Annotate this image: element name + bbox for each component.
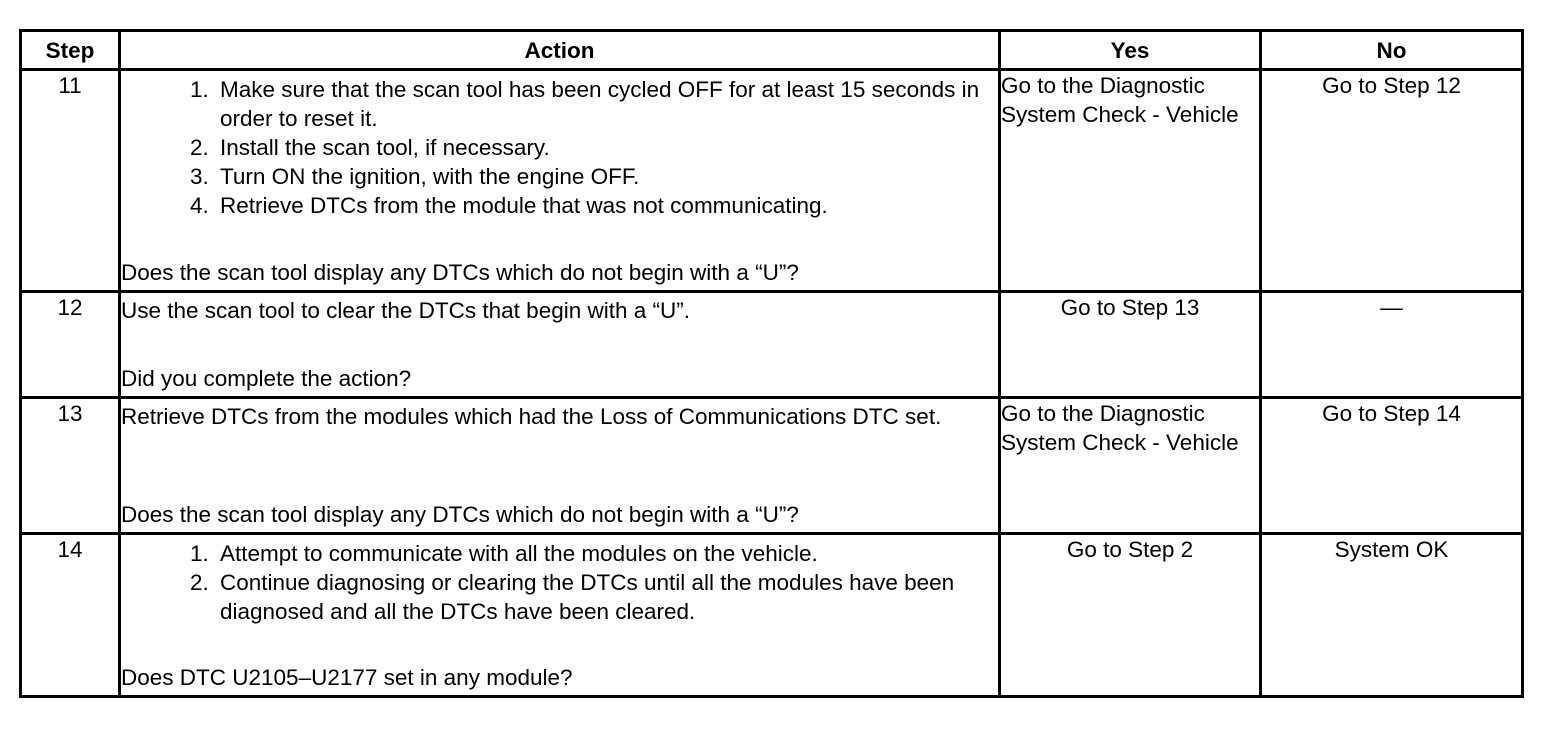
step-number: 12 <box>21 292 120 398</box>
table-row <box>21 292 1523 398</box>
action-step: 1. Make sure that the scan tool has been cycled OFF for at least 15 seconds in order to reset it. <box>190 77 980 131</box>
action-cell <box>120 292 1000 398</box>
step-number: 14 <box>21 534 120 697</box>
header-row <box>21 31 1523 70</box>
header-action: Action <box>120 31 1000 70</box>
action-step: 2. Install the scan tool, if necessary. <box>190 135 550 160</box>
table-row <box>21 534 1523 697</box>
action-question: Did you complete the action? <box>121 366 412 391</box>
yes-result: Go to the Diagnostic System Check - Vehicle <box>1000 398 1261 534</box>
table-row <box>21 70 1523 292</box>
action-step: 4. Retrieve DTCs from the module that was not communicating. <box>190 193 828 218</box>
action-question: Does the scan tool display any DTCs which do not begin with a “U”? <box>121 260 799 285</box>
action-steps <box>121 539 998 626</box>
no-result: Go to Step 12 <box>1261 70 1523 292</box>
action-question: Does DTC U2105–U2177 set in any module? <box>121 665 573 690</box>
step-number: 11 <box>21 70 120 292</box>
action-step: 3. Turn ON the ignition, with the engine OFF. <box>190 164 640 189</box>
action-steps <box>121 75 998 220</box>
header-no: No <box>1261 31 1523 70</box>
header-yes: Yes <box>1000 31 1261 70</box>
action-statement: Retrieve DTCs from the modules which had the Loss of Communications DTC set. <box>121 404 942 429</box>
action-cell <box>120 534 1000 697</box>
no-result: — <box>1261 292 1523 398</box>
no-result: Go to Step 14 <box>1261 398 1523 534</box>
yes-result: Go to the Diagnostic System Check - Vehicle <box>1000 70 1261 292</box>
action-question: Does the scan tool display any DTCs which do not begin with a “U”? <box>121 502 799 527</box>
action-step: 1. Attempt to communicate with all the modules on the vehicle. <box>190 541 818 566</box>
action-statement: Use the scan tool to clear the DTCs that begin with a “U”. <box>121 298 691 323</box>
action-cell <box>120 70 1000 292</box>
step-number: 13 <box>21 398 120 534</box>
table-row <box>21 398 1523 534</box>
no-result: System OK <box>1261 534 1523 697</box>
diagnostic-table <box>19 29 1524 698</box>
yes-result: Go to Step 13 <box>1000 292 1261 398</box>
action-step: 2. Continue diagnosing or clearing the DTCs until all the modules have been diagnosed and all the DTCs have been cleared. <box>190 570 955 624</box>
yes-result: Go to Step 2 <box>1000 534 1261 697</box>
header-step: Step <box>21 31 120 70</box>
action-cell <box>120 398 1000 534</box>
